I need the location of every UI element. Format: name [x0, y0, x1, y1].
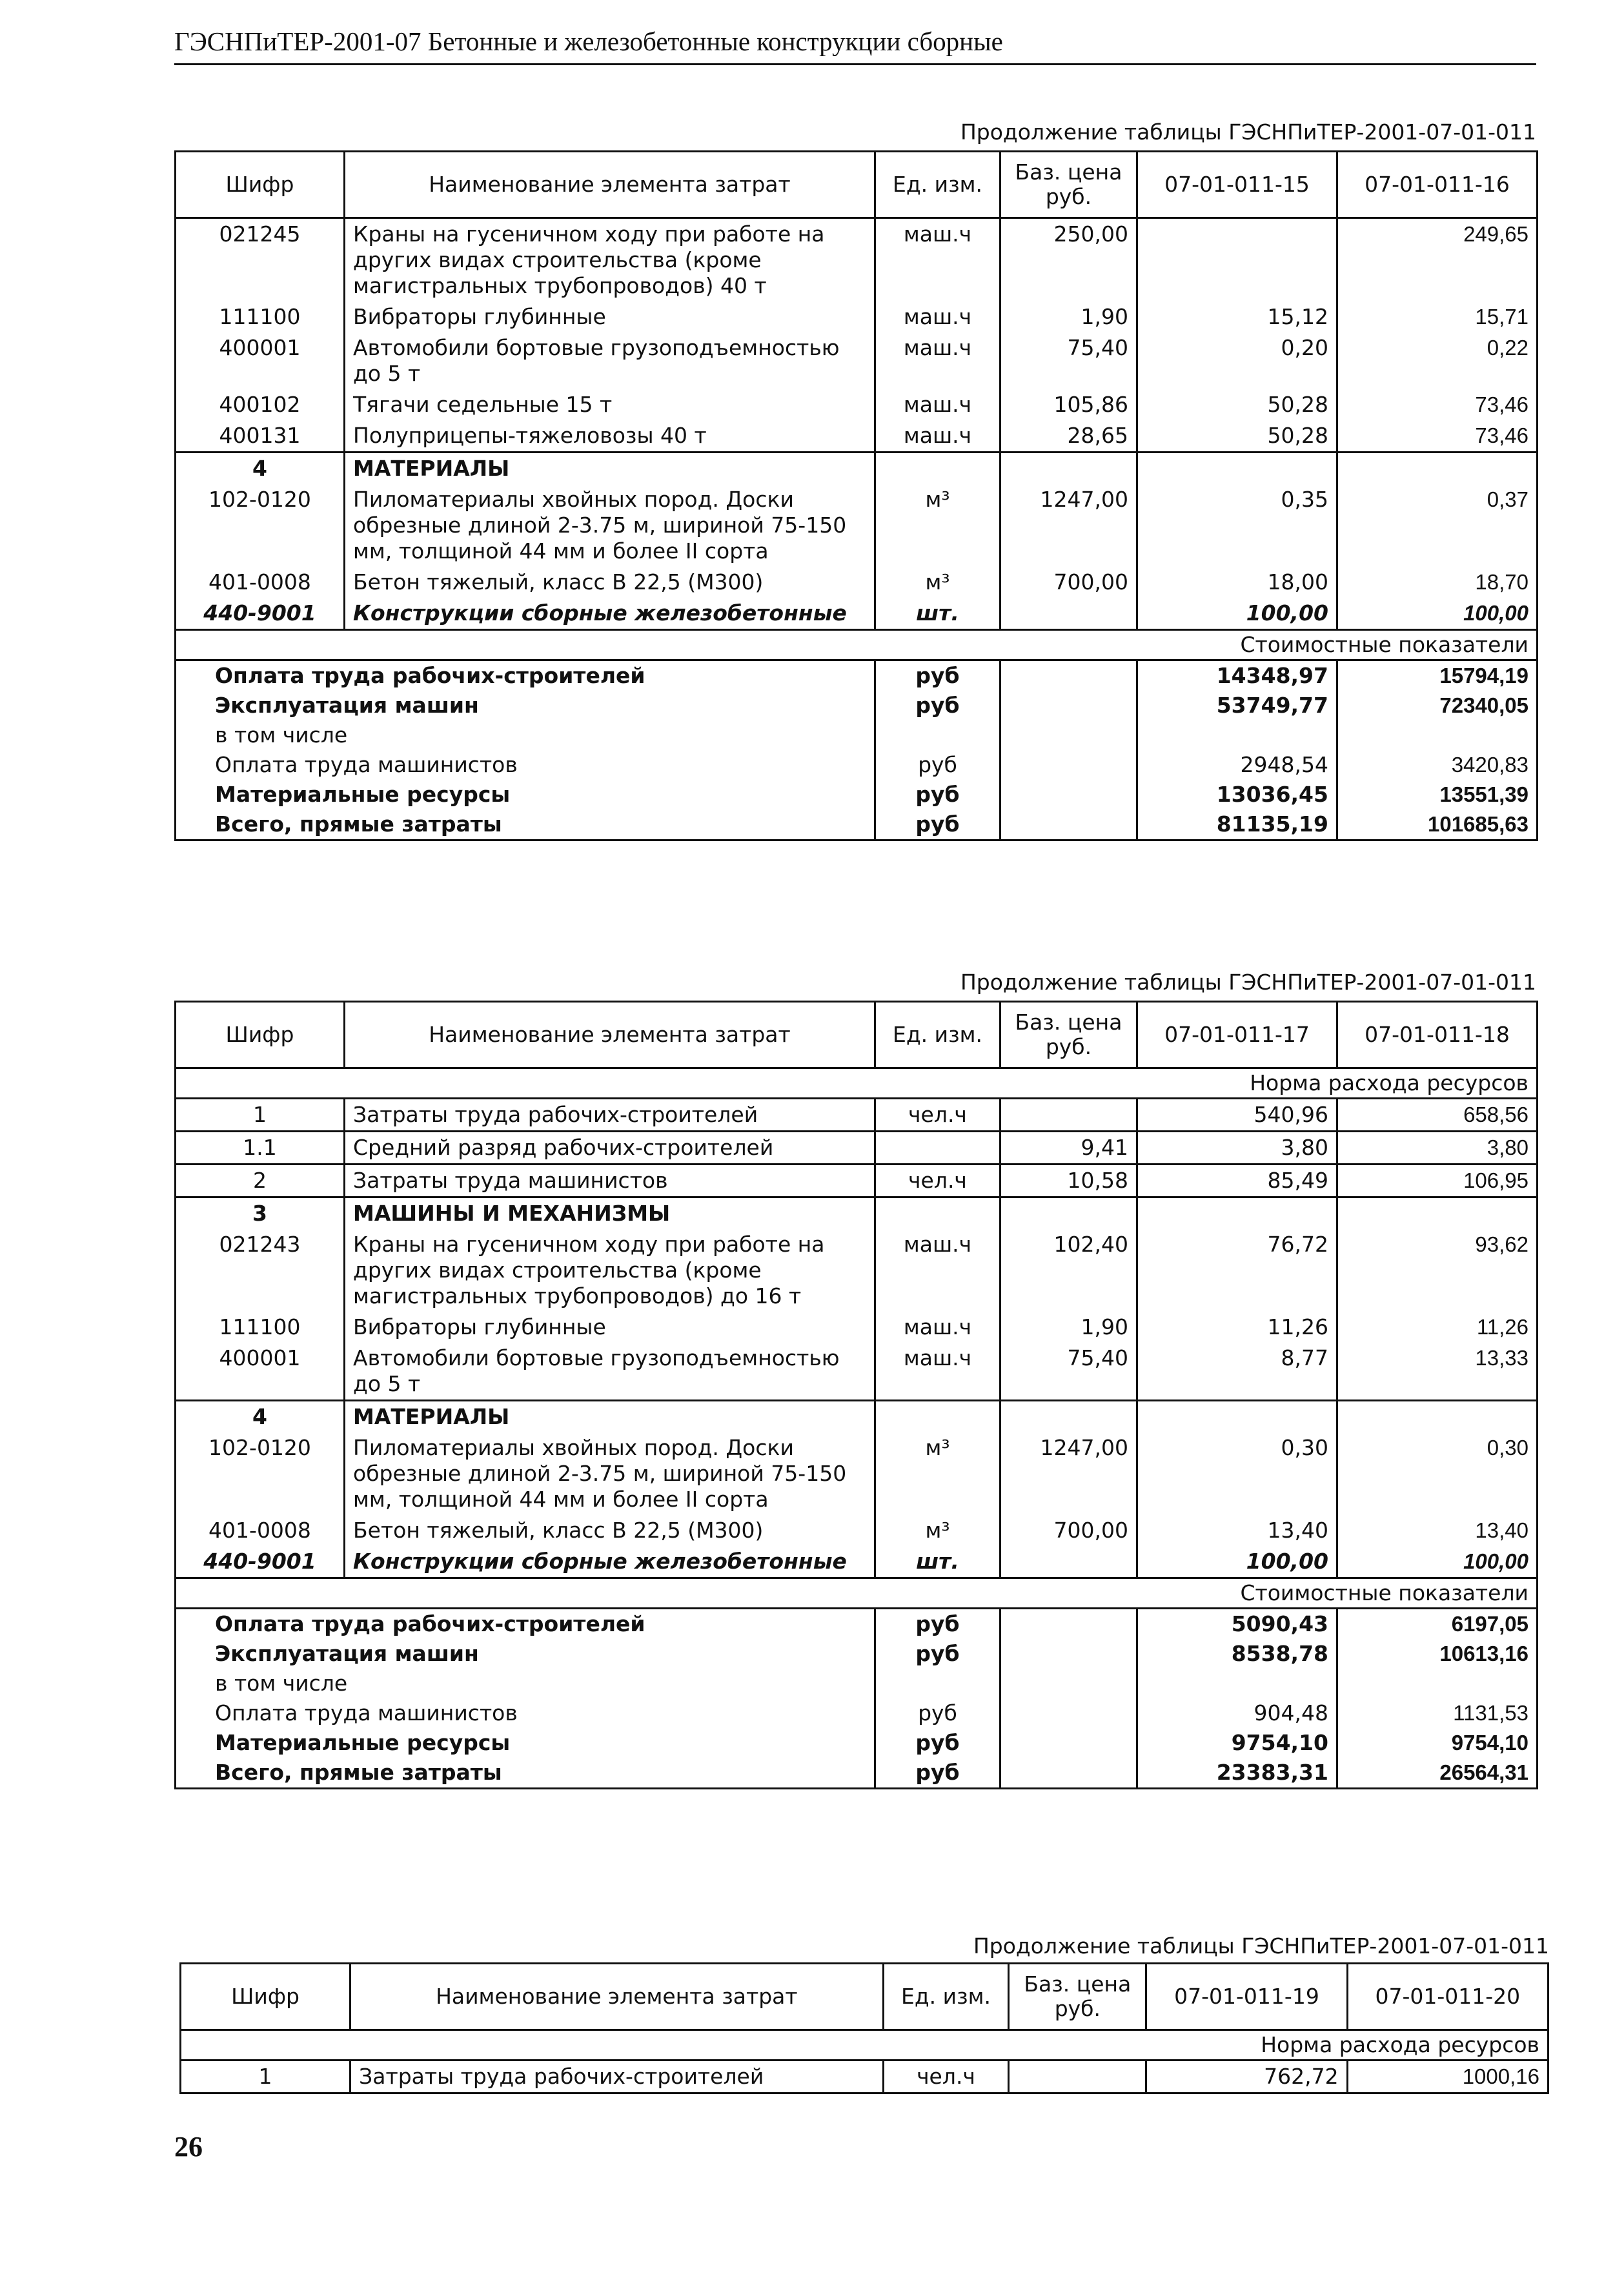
summary-label: Эксплуатация машин — [176, 1639, 875, 1669]
page-header: ГЭСНПиТЕР-2001-07 Бетонные и железобетонные конструкции сборные — [174, 26, 1536, 65]
row-price: 75,40 — [1000, 332, 1137, 389]
row-price — [1000, 1197, 1137, 1230]
row-value-1: 3,80 — [1137, 1132, 1337, 1165]
cost-label-row — [176, 630, 1538, 660]
row-unit: м³ — [875, 1432, 1000, 1515]
row-code: 102-0120 — [176, 484, 345, 567]
row-unit: маш.ч — [875, 1229, 1000, 1312]
table-row — [176, 484, 1538, 567]
header-col-1: 07-01-011-15 — [1137, 152, 1337, 218]
summary-label: Всего, прямые затраты — [176, 809, 875, 840]
summary-label: Материальные ресурсы — [176, 780, 875, 809]
row-value-1: 50,28 — [1137, 420, 1337, 453]
summary-value-2: 3420,83 — [1337, 750, 1538, 780]
table-continuation-title: Продолжение таблицы ГЭСНПиТЕР-2001-07-01-011 — [960, 970, 1536, 995]
summary-price-empty — [1000, 720, 1137, 750]
summary-row — [176, 1609, 1538, 1640]
summary-label: Эксплуатация машин — [176, 691, 875, 720]
table-row — [176, 598, 1538, 630]
row-price: 700,00 — [1000, 567, 1137, 598]
header-unit: Ед. изм. — [875, 1002, 1000, 1068]
row-unit: шт. — [875, 1546, 1000, 1578]
summary-label: Оплата труда рабочих-строителей — [176, 1609, 875, 1640]
row-code: 3 — [176, 1197, 345, 1230]
summary-value-2: 13551,39 — [1337, 780, 1538, 809]
row-unit: маш.ч — [875, 1312, 1000, 1343]
row-price — [1000, 1401, 1137, 1433]
table-row — [181, 2061, 1548, 2093]
row-value-2: 658,56 — [1337, 1099, 1538, 1132]
row-code: 4 — [176, 1401, 345, 1433]
table-continuation-title: Продолжение таблицы ГЭСНПиТЕР-2001-07-01-011 — [960, 119, 1536, 145]
row-value-1 — [1137, 1197, 1337, 1230]
table-row — [176, 389, 1538, 420]
summary-value-1 — [1137, 720, 1337, 750]
row-value-1: 762,72 — [1146, 2061, 1347, 2093]
header-col-2: 07-01-011-20 — [1347, 1964, 1548, 2030]
summary-price-empty — [1000, 1609, 1137, 1640]
row-value-2: 100,00 — [1337, 1546, 1538, 1578]
cost-label: Стоимостные показатели — [176, 1578, 1538, 1609]
table-row — [176, 1546, 1538, 1578]
summary-label: Оплата труда машинистов — [176, 750, 875, 780]
table-row — [176, 1515, 1538, 1546]
row-code: 400102 — [176, 389, 345, 420]
row-value-2: 0,30 — [1337, 1432, 1538, 1515]
table-header-row — [176, 1002, 1538, 1068]
table-row — [176, 218, 1538, 302]
row-name: Краны на гусеничном ходу при работе на других видах строительства (кроме магистральных трубопроводов) 40 т — [345, 218, 875, 302]
row-name: Пиломатериалы хвойных пород. Доски обрезные длиной 2-3.75 м, шириной 75-150 мм, толщиной 44 мм и более II сорта — [345, 1432, 875, 1515]
summary-value-1: 81135,19 — [1137, 809, 1337, 840]
row-value-1 — [1137, 1401, 1337, 1433]
summary-row — [176, 809, 1538, 840]
row-unit: маш.ч — [875, 301, 1000, 332]
row-code: 1 — [181, 2061, 350, 2093]
norm-label-row — [176, 1068, 1538, 1099]
row-price: 250,00 — [1000, 218, 1137, 302]
row-value-2: 73,46 — [1337, 389, 1538, 420]
row-value-2: 0,37 — [1337, 484, 1538, 567]
header-unit: Ед. изм. — [883, 1964, 1009, 2030]
row-price — [1000, 598, 1137, 630]
row-unit — [875, 453, 1000, 485]
row-value-1: 85,49 — [1137, 1165, 1337, 1197]
row-price: 10,58 — [1000, 1165, 1137, 1197]
summary-price-empty — [1000, 780, 1137, 809]
summary-row — [176, 780, 1538, 809]
row-name: Вибраторы глубинные — [345, 301, 875, 332]
row-name: Конструкции сборные железобетонные — [345, 1546, 875, 1578]
summary-row — [176, 750, 1538, 780]
row-price: 1247,00 — [1000, 1432, 1137, 1515]
norm-label-row — [181, 2030, 1548, 2061]
row-price: 700,00 — [1000, 1515, 1137, 1546]
summary-row — [176, 1698, 1538, 1728]
summary-unit: руб — [875, 1698, 1000, 1728]
row-value-2 — [1337, 1197, 1538, 1230]
row-value-1: 15,12 — [1137, 301, 1337, 332]
table-row — [176, 1229, 1538, 1312]
page-number: 26 — [174, 2131, 203, 2163]
row-value-2: 93,62 — [1337, 1229, 1538, 1312]
table-row — [176, 567, 1538, 598]
summary-value-2: 15794,19 — [1337, 660, 1538, 691]
table-header-row — [181, 1964, 1548, 2030]
row-value-2: 13,33 — [1337, 1343, 1538, 1401]
summary-price-empty — [1000, 1728, 1137, 1758]
row-code: 021245 — [176, 218, 345, 302]
row-name: Бетон тяжелый, класс В 22,5 (М300) — [345, 567, 875, 598]
summary-label: в том числе — [176, 720, 875, 750]
summary-label: Оплата труда машинистов — [176, 1698, 875, 1728]
header-price: Баз. цена руб. — [1009, 1964, 1146, 2030]
cost-label-row — [176, 1578, 1538, 1609]
row-code: 4 — [176, 453, 345, 485]
summary-value-2: 101685,63 — [1337, 809, 1538, 840]
summary-row — [176, 1758, 1538, 1789]
row-value-2 — [1337, 1401, 1538, 1433]
row-value-1: 11,26 — [1137, 1312, 1337, 1343]
row-code: 1 — [176, 1099, 345, 1132]
table-row — [176, 332, 1538, 389]
row-price: 75,40 — [1000, 1343, 1137, 1401]
summary-price-empty — [1000, 809, 1137, 840]
summary-value-1: 5090,43 — [1137, 1609, 1337, 1640]
row-unit — [875, 1401, 1000, 1433]
table-row — [176, 1432, 1538, 1515]
row-unit: чел.ч — [883, 2061, 1009, 2093]
row-price: 1,90 — [1000, 301, 1137, 332]
row-name: Затраты труда рабочих-строителей — [345, 1099, 875, 1132]
row-price: 28,65 — [1000, 420, 1137, 453]
summary-label: Всего, прямые затраты — [176, 1758, 875, 1789]
row-code: 021243 — [176, 1229, 345, 1312]
row-value-1: 540,96 — [1137, 1099, 1337, 1132]
summary-label: в том числе — [176, 1669, 875, 1698]
row-value-1: 76,72 — [1137, 1229, 1337, 1312]
cost-label: Стоимостные показатели — [176, 630, 1538, 660]
row-unit: м³ — [875, 1515, 1000, 1546]
row-price: 105,86 — [1000, 389, 1137, 420]
summary-unit: руб — [875, 809, 1000, 840]
row-value-1: 18,00 — [1137, 567, 1337, 598]
row-unit: чел.ч — [875, 1099, 1000, 1132]
summary-row — [176, 1669, 1538, 1698]
row-value-2: 18,70 — [1337, 567, 1538, 598]
summary-value-1: 13036,45 — [1137, 780, 1337, 809]
table-header-row — [176, 152, 1538, 218]
row-price — [1009, 2061, 1146, 2093]
row-name: Средний разряд рабочих-строителей — [345, 1132, 875, 1165]
row-unit — [875, 1197, 1000, 1230]
row-value-2: 15,71 — [1337, 301, 1538, 332]
row-value-1: 100,00 — [1137, 1546, 1337, 1578]
header-name: Наименование элемента затрат — [345, 152, 875, 218]
row-name: Полуприцепы-тяжеловозы 40 т — [345, 420, 875, 453]
summary-value-1: 14348,97 — [1137, 660, 1337, 691]
row-price: 9,41 — [1000, 1132, 1137, 1165]
summary-value-1: 23383,31 — [1137, 1758, 1337, 1789]
row-name: Затраты труда машинистов — [345, 1165, 875, 1197]
table-row — [176, 1099, 1538, 1132]
row-price: 1247,00 — [1000, 484, 1137, 567]
summary-unit: руб — [875, 691, 1000, 720]
row-value-1: 13,40 — [1137, 1515, 1337, 1546]
row-price: 1,90 — [1000, 1312, 1137, 1343]
row-value-1: 100,00 — [1137, 598, 1337, 630]
row-unit: маш.ч — [875, 389, 1000, 420]
summary-value-2 — [1337, 1669, 1538, 1698]
row-unit — [875, 1132, 1000, 1165]
table-row — [176, 420, 1538, 453]
header-name: Наименование элемента затрат — [345, 1002, 875, 1068]
table-row — [176, 301, 1538, 332]
row-unit: маш.ч — [875, 1343, 1000, 1401]
summary-value-2: 26564,31 — [1337, 1758, 1538, 1789]
header-col-1: 07-01-011-17 — [1137, 1002, 1337, 1068]
header-code: Шифр — [176, 1002, 345, 1068]
row-value-2 — [1337, 453, 1538, 485]
row-unit: м³ — [875, 567, 1000, 598]
row-value-1: 0,20 — [1137, 332, 1337, 389]
summary-value-2: 72340,05 — [1337, 691, 1538, 720]
summary-row — [176, 660, 1538, 691]
table-row — [176, 1343, 1538, 1401]
table-row — [176, 1197, 1538, 1230]
row-value-1: 8,77 — [1137, 1343, 1337, 1401]
summary-value-1: 904,48 — [1137, 1698, 1337, 1728]
summary-value-1: 8538,78 — [1137, 1639, 1337, 1669]
row-code: 400131 — [176, 420, 345, 453]
header-col-2: 07-01-011-16 — [1337, 152, 1538, 218]
row-price — [1000, 1546, 1137, 1578]
row-code: 1.1 — [176, 1132, 345, 1165]
row-name: Вибраторы глубинные — [345, 1312, 875, 1343]
header-col-2: 07-01-011-18 — [1337, 1002, 1538, 1068]
row-name: Краны на гусеничном ходу при работе на других видах строительства (кроме магистральных трубопроводов) до 16 т — [345, 1229, 875, 1312]
row-unit: маш.ч — [875, 218, 1000, 302]
row-value-2: 13,40 — [1337, 1515, 1538, 1546]
header-code: Шифр — [181, 1964, 350, 2030]
summary-value-2: 10613,16 — [1337, 1639, 1538, 1669]
summary-unit: руб — [875, 1639, 1000, 1669]
row-unit: шт. — [875, 598, 1000, 630]
summary-row — [176, 691, 1538, 720]
summary-unit: руб — [875, 1609, 1000, 1640]
row-value-1 — [1137, 218, 1337, 302]
row-name: Бетон тяжелый, класс В 22,5 (М300) — [345, 1515, 875, 1546]
row-value-2: 11,26 — [1337, 1312, 1538, 1343]
row-value-2: 100,00 — [1337, 598, 1538, 630]
row-price: 102,40 — [1000, 1229, 1137, 1312]
row-value-1: 0,30 — [1137, 1432, 1337, 1515]
row-name: Конструкции сборные железобетонные — [345, 598, 875, 630]
summary-price-empty — [1000, 691, 1137, 720]
summary-row — [176, 1728, 1538, 1758]
summary-value-1: 53749,77 — [1137, 691, 1337, 720]
table-row — [176, 1165, 1538, 1197]
row-value-2: 0,22 — [1337, 332, 1538, 389]
row-code: 111100 — [176, 301, 345, 332]
summary-unit — [875, 720, 1000, 750]
summary-price-empty — [1000, 1669, 1137, 1698]
row-code: 401-0008 — [176, 1515, 345, 1546]
summary-unit — [875, 1669, 1000, 1698]
summary-unit: руб — [875, 1728, 1000, 1758]
row-value-1: 0,35 — [1137, 484, 1337, 567]
table-continuation-title: Продолжение таблицы ГЭСНПиТЕР-2001-07-01-011 — [973, 1933, 1549, 1959]
resource-table-2 — [174, 1001, 1538, 1789]
summary-value-2: 6197,05 — [1337, 1609, 1538, 1640]
row-name: Пиломатериалы хвойных пород. Доски обрезные длиной 2-3.75 м, шириной 75-150 мм, толщиной 44 мм и более II сорта — [345, 484, 875, 567]
norm-label: Норма расхода ресурсов — [176, 1068, 1538, 1099]
header-name: Наименование элемента затрат — [350, 1964, 884, 2030]
row-unit: маш.ч — [875, 420, 1000, 453]
row-name: МАТЕРИАЛЫ — [345, 1401, 875, 1433]
table-row — [176, 453, 1538, 485]
row-unit: м³ — [875, 484, 1000, 567]
resource-table-1 — [174, 150, 1538, 841]
row-price — [1000, 1099, 1137, 1132]
row-value-2: 73,46 — [1337, 420, 1538, 453]
row-code: 401-0008 — [176, 567, 345, 598]
row-name: МАШИНЫ И МЕХАНИЗМЫ — [345, 1197, 875, 1230]
table-row — [176, 1312, 1538, 1343]
summary-row — [176, 720, 1538, 750]
summary-unit: руб — [875, 660, 1000, 691]
row-value-2: 106,95 — [1337, 1165, 1538, 1197]
summary-value-1: 2948,54 — [1137, 750, 1337, 780]
summary-value-2: 9754,10 — [1337, 1728, 1538, 1758]
summary-value-1 — [1137, 1669, 1337, 1698]
row-unit: маш.ч — [875, 332, 1000, 389]
summary-unit: руб — [875, 750, 1000, 780]
header-price: Баз. цена руб. — [1000, 1002, 1137, 1068]
row-code: 440-9001 — [176, 598, 345, 630]
row-code: 440-9001 — [176, 1546, 345, 1578]
norm-label: Норма расхода ресурсов — [181, 2030, 1548, 2061]
row-value-2: 1000,16 — [1347, 2061, 1548, 2093]
summary-price-empty — [1000, 750, 1137, 780]
summary-label: Оплата труда рабочих-строителей — [176, 660, 875, 691]
summary-value-2 — [1337, 720, 1538, 750]
row-value-2: 249,65 — [1337, 218, 1538, 302]
row-name: МАТЕРИАЛЫ — [345, 453, 875, 485]
row-value-2: 3,80 — [1337, 1132, 1538, 1165]
summary-price-empty — [1000, 660, 1137, 691]
header-unit: Ед. изм. — [875, 152, 1000, 218]
row-code: 111100 — [176, 1312, 345, 1343]
table-row — [176, 1132, 1538, 1165]
row-code: 102-0120 — [176, 1432, 345, 1515]
row-unit: чел.ч — [875, 1165, 1000, 1197]
summary-unit: руб — [875, 780, 1000, 809]
row-code: 2 — [176, 1165, 345, 1197]
header-price: Баз. цена руб. — [1000, 152, 1137, 218]
header-code: Шифр — [176, 152, 345, 218]
summary-price-empty — [1000, 1698, 1137, 1728]
header-col-1: 07-01-011-19 — [1146, 1964, 1347, 2030]
summary-label: Материальные ресурсы — [176, 1728, 875, 1758]
row-name: Автомобили бортовые грузоподъемностью до 5 т — [345, 1343, 875, 1401]
summary-price-empty — [1000, 1639, 1137, 1669]
row-value-1: 50,28 — [1137, 389, 1337, 420]
table-row — [176, 1401, 1538, 1433]
row-code: 400001 — [176, 332, 345, 389]
resource-table-3 — [179, 1962, 1549, 2094]
summary-row — [176, 1639, 1538, 1669]
summary-value-1: 9754,10 — [1137, 1728, 1337, 1758]
summary-unit: руб — [875, 1758, 1000, 1789]
row-name: Тягачи седельные 15 т — [345, 389, 875, 420]
row-code: 400001 — [176, 1343, 345, 1401]
summary-price-empty — [1000, 1758, 1137, 1789]
row-price — [1000, 453, 1137, 485]
row-name: Затраты труда рабочих-строителей — [350, 2061, 884, 2093]
summary-value-2: 1131,53 — [1337, 1698, 1538, 1728]
row-name: Автомобили бортовые грузоподъемностью до 5 т — [345, 332, 875, 389]
row-value-1 — [1137, 453, 1337, 485]
